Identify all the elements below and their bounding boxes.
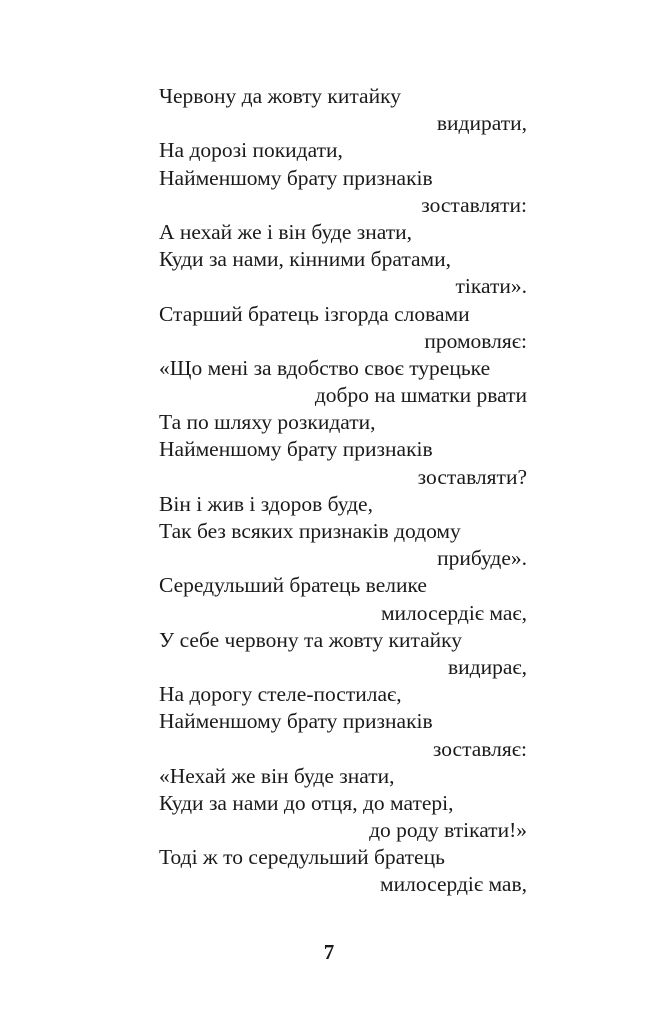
- poem-line: Куди за нами, кінними братами,: [159, 247, 452, 272]
- poem-line: На дорозі покидати,: [159, 138, 343, 163]
- poem-line: видирає,: [448, 654, 527, 679]
- poem-line: Куди за нами до отця, до матері,: [159, 790, 454, 815]
- poem-line: Так без всяких признаків додому: [159, 519, 461, 543]
- poem-line: А нехай же і він буде знати,: [159, 219, 413, 244]
- poem-line: милосердіє мав,: [380, 872, 527, 897]
- poem-line: Найменшому брату признаків: [159, 165, 433, 190]
- poem-line: видирати,: [436, 111, 527, 136]
- poem-line: Тоді ж то середульший братець: [159, 845, 445, 870]
- poem-line: Середульший братець велике: [159, 573, 427, 598]
- poem-line: добро на шматки рвати: [314, 383, 527, 408]
- poem-line: тікати».: [455, 274, 527, 299]
- poem-line: «Що мені за вдобство своє турецьке: [159, 355, 491, 380]
- poem-line: На дорогу стеле-постилає,: [159, 682, 402, 707]
- poem-line: Червону да жовту китайку: [159, 84, 401, 108]
- poem-text: [159, 83, 527, 899]
- poem-line: до роду втікати!»: [369, 818, 527, 843]
- poem-line: Найменшому брату признаків: [159, 437, 433, 462]
- poem-line: милосердіє має,: [380, 600, 527, 625]
- poem-line: прибуде».: [437, 546, 527, 571]
- poem-line: У себе червону та жовту китайку: [159, 627, 463, 652]
- poem-line: зоставляти?: [417, 464, 527, 489]
- poem-line: Та по шляху розкидати,: [159, 410, 376, 435]
- poem-line: зоставляти:: [421, 192, 527, 217]
- poem-line: Він і жив і здоров буде,: [159, 491, 373, 516]
- page-number: 7: [323, 940, 335, 964]
- poem-line: Найменшому брату признаків: [159, 709, 433, 734]
- poem-line: Старший братець ізгорда словами: [159, 301, 470, 326]
- poem-line: зоставляє:: [432, 736, 527, 761]
- poem-line: промовляє:: [424, 328, 527, 353]
- poem-line: «Нехай же він буде знати,: [159, 763, 395, 788]
